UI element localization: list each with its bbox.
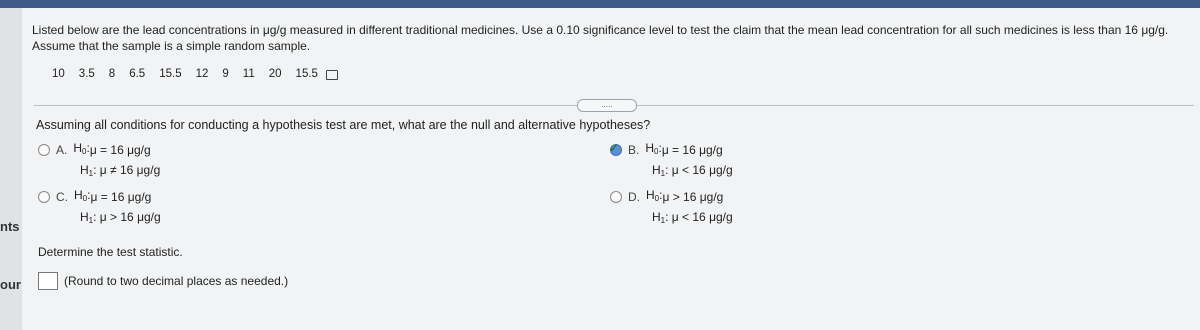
h1-text: μ > 16 μg/g [99, 210, 161, 224]
h0-label: $H_0$: [645, 141, 662, 156]
h1-label: $H_1$: [80, 163, 100, 178]
answer-row [38, 272, 288, 290]
h0-text: μ = 16 μg/g [90, 189, 152, 204]
option-letter: B. [628, 142, 640, 157]
copy-data-icon[interactable] [326, 70, 338, 80]
option-b[interactable] [610, 139, 733, 183]
option-c[interactable] [38, 186, 161, 230]
data-value: 20 [268, 68, 282, 80]
option-a[interactable] [38, 139, 160, 183]
option-letter: C. [56, 189, 68, 204]
hypotheses-prompt: Assuming all conditions for conducting a hypothesis test are met, what are the null and alternative hypotheses? [36, 118, 651, 132]
top-bar [0, 0, 1200, 8]
left-strip [0, 8, 22, 330]
option-letter: A. [56, 142, 68, 157]
h1-label: $H_1$: [652, 163, 672, 178]
option-d[interactable] [610, 186, 733, 230]
left-strip-text-2: our [0, 277, 21, 292]
h1-text: μ < 16 μg/g [671, 210, 733, 224]
data-value: 6.5 [129, 68, 146, 80]
test-statistic-prompt: Determine the test statistic. [38, 245, 183, 259]
data-value: 12 [195, 68, 209, 80]
rounding-hint: (Round to two decimal places as needed.) [64, 274, 289, 288]
h1-label: $H_1$: [652, 210, 672, 225]
radio-icon[interactable] [38, 144, 50, 156]
data-value: 8 [108, 68, 116, 80]
h0-label: $H_0$: [73, 141, 90, 156]
h1-label: $H_1$: [80, 210, 100, 225]
expand-button[interactable]: ..... [577, 99, 637, 112]
data-value: 10 [52, 68, 65, 80]
radio-icon[interactable] [610, 191, 622, 203]
data-values-row [52, 68, 338, 80]
h0-label: $H_0$: [646, 188, 663, 203]
h1-text: μ < 16 μg/g [671, 163, 733, 177]
h1-text: μ ≠ 16 μg/g [99, 163, 161, 177]
selected-radio-icon[interactable] [610, 144, 622, 156]
h0-label: $H_0$: [74, 188, 91, 203]
data-value: 3.5 [78, 68, 95, 80]
question-text: Listed below are the lead concentrations in μg/g measured in different traditional medicines. Use a 0.10 significance level to test the claim that the mean lead concentration for all such medicines is less than 16 μg/g. Assume that the sample is a simple random sample. [32, 23, 1169, 53]
data-value: 15.5 [295, 68, 318, 80]
left-strip-text-1: nts [0, 219, 20, 234]
h0-text: μ = 16 μg/g [661, 142, 723, 157]
question-panel [22, 8, 1200, 330]
h0-text: μ > 16 μg/g [662, 189, 724, 204]
data-value: 15.5 [159, 68, 182, 80]
data-value: 11 [242, 68, 255, 80]
h0-text: μ = 16 μg/g [89, 142, 151, 157]
radio-icon[interactable] [38, 191, 50, 203]
data-value: 9 [222, 68, 229, 80]
test-statistic-input[interactable] [38, 272, 58, 290]
option-letter: D. [628, 189, 640, 204]
